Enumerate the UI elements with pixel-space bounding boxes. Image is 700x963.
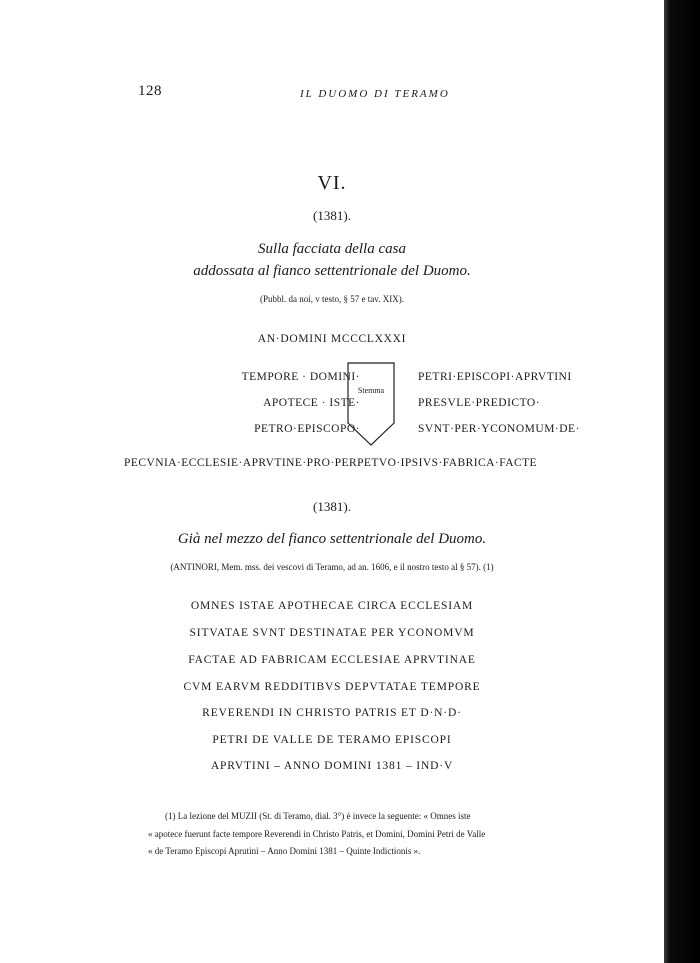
inscription1-year: (1381).: [313, 208, 351, 223]
inscription1-reference: (Pubbl. da noi, v testo, § 57 e tav. XIX).: [260, 294, 404, 304]
inscription2-line: FACTAE AD FABRICAM ECCLESIAE APRVTINAE: [188, 654, 476, 666]
scan-edge: [664, 0, 700, 963]
inscription1-left-line: PETRO·EPISCOPO·: [254, 423, 360, 435]
inscription2-location: Già nel mezzo del fianco settentrionale del Duomo.: [177, 531, 487, 547]
inscription2-line: SITVATAE SVNT DESTINATAE PER YCONOMVM: [189, 627, 475, 639]
inscription1-left-line: APOTECE · ISTE·: [263, 397, 360, 409]
inscription1-right-line: PRESVLE·PREDICTO·: [418, 397, 541, 409]
inscription2-line: OMNES ISTAE APOTHECAE CIRCA ECCLESIAM: [190, 600, 474, 612]
inscription2-reference: (ANTINORI, Mem. mss. dei vescovi di Teramo, ad an. 1606, e il nostro testo al § 57). (1): [170, 562, 494, 572]
running-title: IL DUOMO DI TERAMO: [300, 88, 450, 100]
footnote-line: « apotece fuerunt facte tempore Reverendi in Christo Patris, et Domini, Domini Petri de Valle: [148, 829, 486, 839]
inscription2-line: APRVTINI – ANNO DOMINI 1381 – IND·V: [210, 760, 454, 772]
inscription2-line: REVERENDI IN CHRISTO PATRIS ET D·N·D·: [202, 707, 462, 719]
shield-icon: [346, 361, 396, 447]
shield-label: Stemma: [357, 386, 385, 395]
page-number: 128: [138, 83, 162, 99]
footnote-line: « de Teramo Episcopi Aprutini – Anno Domini 1381 – Quinte Indictionis ».: [148, 846, 421, 856]
inscription1-an-line: AN·DOMINI MCCCLXXXI: [257, 333, 407, 345]
inscription2-year: (1381).: [313, 499, 351, 514]
footnote-line: (1) La lezione del MUZII (St. di Teramo, dial. 3°) è invece la seguente: « Omnes iste: [165, 811, 471, 821]
inscription1-final-line: PECVNIA·ECCLESIE·APRVTINE·PRO·PERPETVO·IPSIVS·FABRICA·FACTE: [124, 457, 538, 469]
section-number: VI.: [317, 172, 347, 194]
inscription2-line: PETRI DE VALLE DE TERAMO EPISCOPI: [212, 734, 452, 746]
inscription1-left-line: TEMPORE · DOMINI·: [241, 371, 360, 383]
inscription2-line: CVM EARVM REDDITIBVS DEPVTATAE TEMPORE: [183, 681, 481, 693]
inscription1-right-line: SVNT·PER·YCONOMUM·DE·: [418, 423, 580, 435]
inscription1-right-line: PETRI·EPISCOPI·APRVTINI: [418, 371, 572, 383]
inscription1-location-line2: addossata al fianco settentrionale del Duomo.: [193, 263, 471, 279]
inscription1-location-line1: Sulla facciata della casa: [258, 241, 406, 257]
